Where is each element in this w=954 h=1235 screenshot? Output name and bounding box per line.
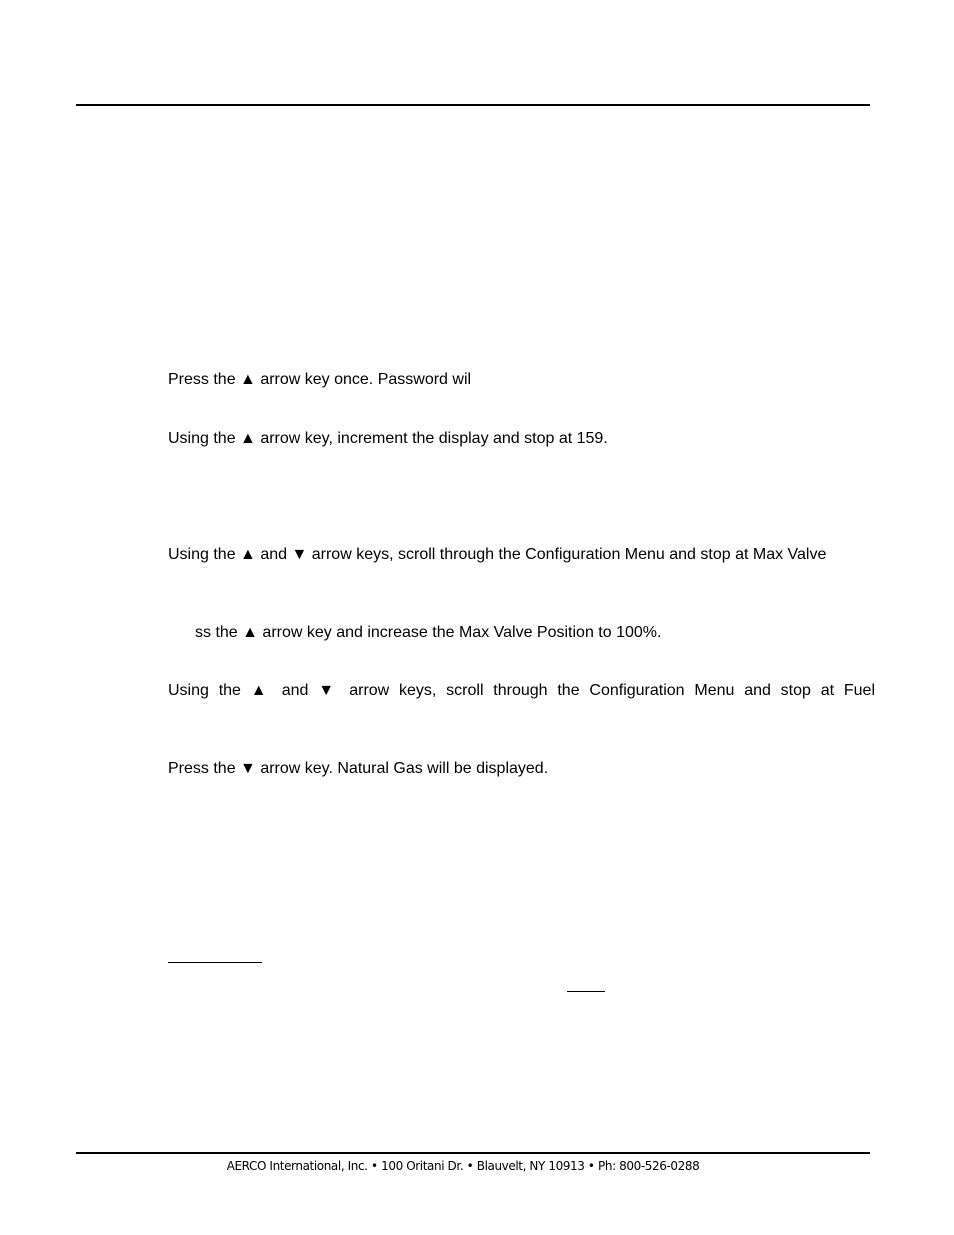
footer-address: AERCO International, Inc. • 100 Oritani Dr. • Blauvelt, NY 10913 • Ph: 800-526-0288	[226, 1159, 700, 1173]
step-increase-max-valve: ss the ▲ arrow key and increase the Max Valve Position to 100%.	[195, 624, 662, 641]
footer-rule	[76, 1152, 870, 1154]
step-scroll-fuel: Using the ▲ and ▼ arrow keys, scroll through the Configuration Menu and stop at Fuel	[168, 682, 875, 699]
underline-mark	[168, 962, 262, 963]
underline-mark-short	[567, 991, 605, 992]
step-password-up-arrow: Press the ▲ arrow key once. Password wil	[168, 371, 472, 388]
header-rule	[76, 104, 870, 106]
step-scroll-max-valve: Using the ▲ and ▼ arrow keys, scroll through the Configuration Menu and stop at Max Valve	[168, 546, 827, 563]
step-increment-to-159: Using the ▲ arrow key, increment the display and stop at 159.	[168, 430, 608, 447]
step-natural-gas: Press the ▼ arrow key. Natural Gas will be displayed.	[168, 760, 549, 777]
page-footer	[0, 1158, 954, 1174]
